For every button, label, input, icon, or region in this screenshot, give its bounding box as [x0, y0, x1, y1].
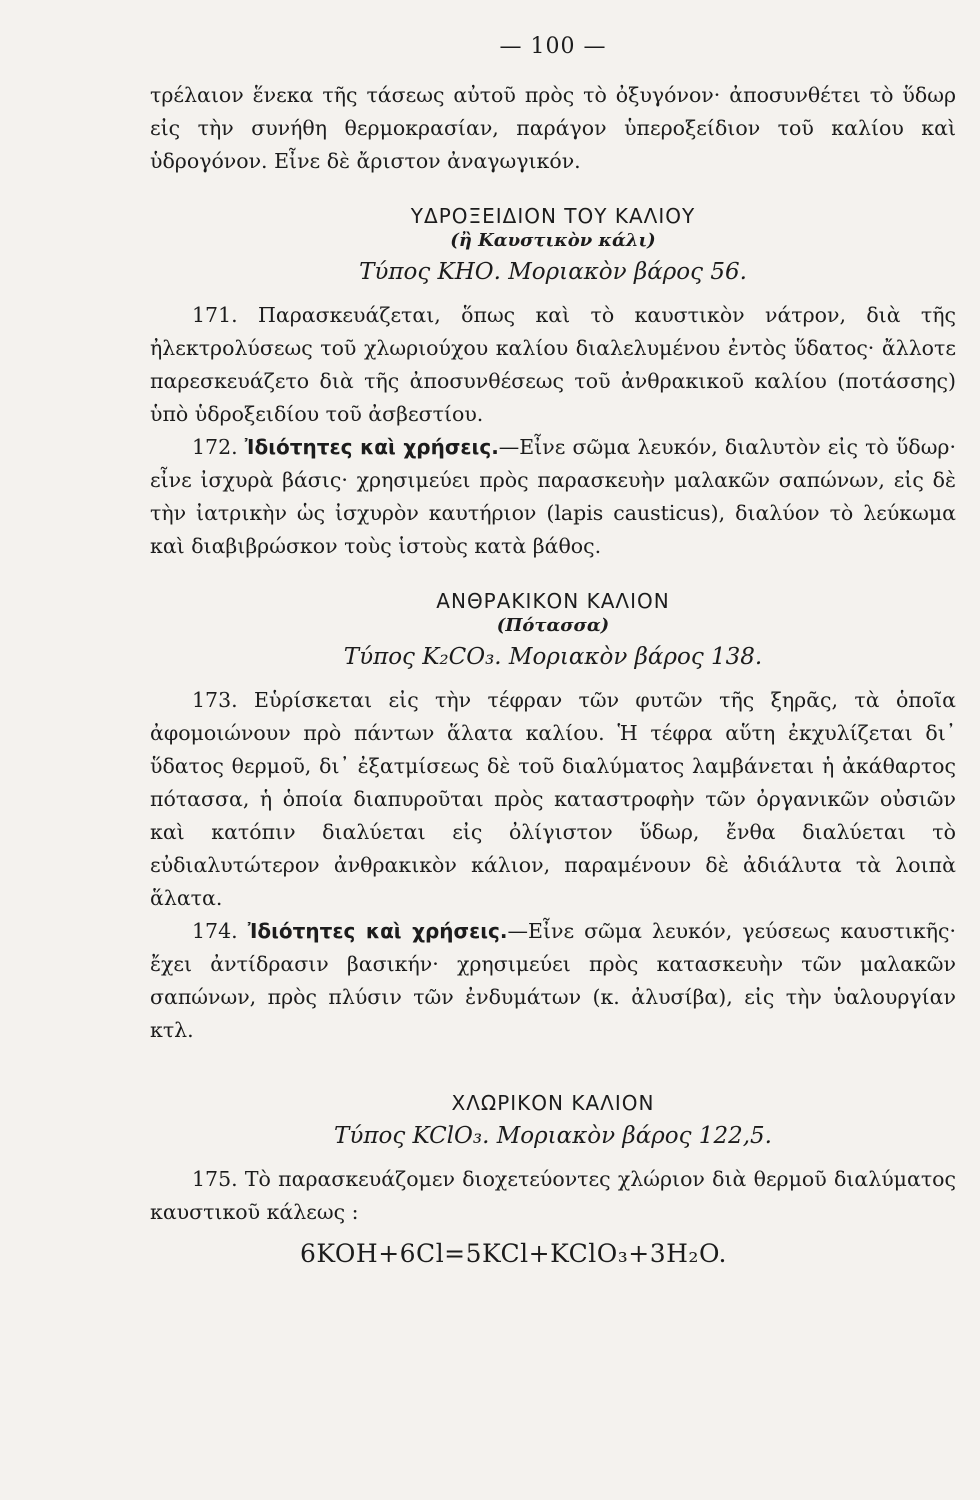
- section-heading: ΧΛΩΡΙΚΟΝ ΚΑΛΙΟΝ: [451, 1091, 655, 1115]
- paragraph-174: [150, 915, 956, 1047]
- paragraph-175: 175. Τὸ παρασκευάζομεν διοχετεύοντες χλώριον διὰ θερμοῦ διαλύματος καυστικοῦ κάλεως :: [150, 1167, 956, 1224]
- paragraph-text: —Εἶνε σῶμα λευκόν, γεύσεως καυστικῆς· ἔχει ἀντίδρασιν βασικήν· χρησιμεύει πρὸς κατασκευὴν τῶν μαλακῶν σαπώνων, πρὸς πλύσιν τῶν ἐνδυμάτων (κ. ἀλυσίβα), εἰς τὴν ὑαλουργίαν κτλ.: [150, 919, 956, 1042]
- formula-line: Τύπος KClO₃. Μοριακὸν βάρος 122,5.: [334, 1123, 772, 1149]
- section-heading: ΑΝΘΡΑΚΙΚΟΝ ΚΑΛΙΟΝ: [436, 589, 670, 613]
- chemical-reaction: 6KOH+6Cl=5KCl+KClO₃+3H₂O.: [300, 1239, 727, 1268]
- section-subheading: (ἢ Καυστικὸν κάλι): [450, 230, 656, 251]
- paragraph-171: 171. Παρασκευάζεται, ὅπως καὶ τὸ καυστικὸν νάτρον, διὰ τῆς ἠλεκτρολύσεως τοῦ χλωριούχου καλίου διαλελυμένου ἐντὸς ὕδατος· ἄλλοτε παρεσκευάζετο διὰ τῆς ἀποσυνθέσεως τοῦ ἀνθρακικοῦ καλίου (ποτάσσης) ὑπὸ ὑδροξειδίου τοῦ ἀσβεστίου.: [150, 303, 956, 426]
- section-potassium-hydroxide: [150, 204, 956, 563]
- section-potassium-carbonate: [150, 589, 956, 1047]
- paragraph-number: 174.: [192, 919, 238, 943]
- intro-paragraph: τρέλαιον ἕνεκα τῆς τάσεως αὐτοῦ πρὸς τὸ ὀξυγόνον· ἀποσυνθέτει τὸ ὕδωρ εἰς τὴν συνήθη θερμοκρασίαν, παράγον ὑπεροξείδιον τοῦ καλίου καὶ ὑδρογόνον. Εἶνε δὲ ἄριστον ἀναγωγικόν.: [150, 83, 956, 173]
- formula-line: Τύπος K₂CO₃. Μοριακὸν βάρος 138.: [343, 644, 763, 670]
- formula-line: Τύπος ΚΗΟ. Μοριακὸν βάρος 56.: [359, 259, 747, 285]
- paragraph-173: 173. Εὑρίσκεται εἰς τὴν τέφραν τῶν φυτῶν τῆς ξηρᾶς, τὰ ὁποῖα ἀφομοιώνουν πρὸ πάντων ἅλατα καλίου. Ἡ τέφρα αὕτη ἐκχυλίζεται δι᾽ ὕδατος θερμοῦ, δι᾽ ἐξατμίσεως δὲ τοῦ διαλύματος λαμβάνεται ἡ ἀκάθαρτος πότασσα, ἡ ὁποία διαπυροῦται πρὸς καταστροφὴν τῶν ὀργανικῶν οὐσιῶν καὶ κατόπιν διαλύεται εἰς ὀλίγιστον ὕδωρ, ἔνθα διαλύεται τὸ εὐδιαλυτώτερον ἀνθρακικὸν κάλιον, παραμένουν δὲ ἀδιάλυτα τὰ λοιπὰ ἅλατα.: [150, 688, 956, 910]
- paragraph-number: 172.: [192, 435, 238, 459]
- page-number: — 100 —: [499, 34, 607, 59]
- section-potassium-chlorate: [150, 1091, 956, 1268]
- paragraph-172: [150, 431, 956, 563]
- section-heading: ΥΔΡΟΞΕΙΔΙΟΝ ΤΟΥ ΚΑΛΙΟΥ: [410, 204, 696, 228]
- paragraph-text: —Εἶνε σῶμα λευκόν, διαλυτὸν εἰς τὸ ὕδωρ· εἶνε ἰσχυρὰ βάσις· χρησιμεύει πρὸς παρασκευὴν μαλακῶν σαπώνων, εἰς δὲ τὴν ἰατρικὴν ὡς ἰσχυρὸν καυτήριον (lapis causticus), διαλύον τὸ λεύκωμα καὶ διαβιβρώσκον τοὺς ἱστοὺς κατὰ βάθος.: [150, 435, 956, 558]
- section-subheading: (Πότασσα): [496, 615, 610, 636]
- paragraph-title: Ἰδιότητες καὶ χρήσεις.: [244, 435, 499, 459]
- paragraph-title: Ἰδιότητες καὶ χρήσεις.: [247, 919, 508, 943]
